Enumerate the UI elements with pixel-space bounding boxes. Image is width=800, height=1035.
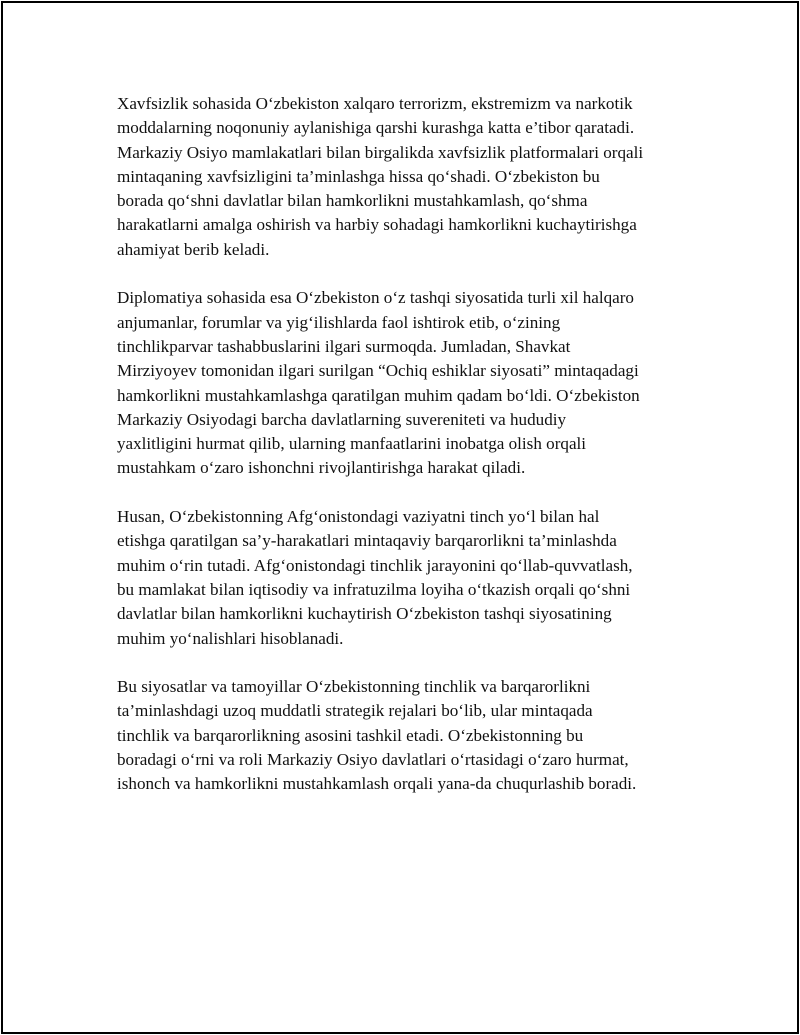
document-body xyxy=(117,92,702,821)
paragraph-afghanistan: Husan, O‘zbekistonning Afg‘onistondagi vaziyatni tinch yo‘l bilan hal etishga qaratilgan sa’y-harakatlari mintaqaviy barqarorlikni ta’minlashda muhim o‘rin tutadi. Afg‘onistondagi tinchlik jarayonini qo‘llab-quvvatlash, bu mamlakat bilan iqtisodiy va infratuzilma loyiha o‘tkazish orqali qo‘shni davlatlar bilan hamkorlikni kuchaytirish O‘zbekiston tashqi siyosatining muhim yo‘nalishlari hisoblanadi. xyxy=(117,507,633,648)
paragraph-conclusion: Bu siyosatlar va tamoyillar O‘zbekistonning tinchlik va barqarorlikni ta’minlashdagi uzoq muddatli strategik rejalari bo‘lib, ular mintaqada tinchlik va barqarorlikning asosini tashkil etadi. O‘zbekistonning bu boradagi o‘rni va roli Markaziy Osiyo davlatlari o‘rtasidagi o‘zaro hurmat, ishonch va hamkorlikni mustahkamlash orqali yana-da chuqurlashib boradi. xyxy=(117,677,637,794)
paragraph-diplomacy: Diplomatiya sohasida esa O‘zbekiston o‘z tashqi siyosatida turli xil halqaro anjumanlar, forumlar va yig‘ilishlarda faol ishtirok etib, o‘zining tinchlikparvar tashabbuslarini ilgari surmoqda. Jumladan, Shavkat Mirziyoyev tomonidan ilgari surilgan “Ochiq eshiklar siyosati” mintaqadagi hamkorlikni mustahkamlashga qaratilgan muhim qadam bo‘ldi. O‘zbekiston Markaziy Osiyodagi barcha davlatlarning suvereniteti va hududiy yaxlitligini hurmat qilib, ularning manfaatlarini inobatga olish orqali mustahkam o‘zaro ishonchni rivojlantirishga harakat qiladi. xyxy=(117,288,640,478)
paragraph-security: Xavfsizlik sohasida O‘zbekiston xalqaro terrorizm, ekstremizm va narkotik moddalarning noqonuniy aylanishiga qarshi kurashga katta e’tibor qaratadi. Markaziy Osiyo mamlakatlari bilan birgalikda xavfsizlik platformalari orqali mintaqaning xavfsizligini ta’minlashga hissa qo‘shadi. O‘zbekiston bu borada qo‘shni davlatlar bilan hamkorlikni mustahkamlash, qo‘shma harakatlarni amalga oshirish va harbiy sohadagi hamkorlikni kuchaytirishga ahamiyat berib keladi. xyxy=(117,94,644,259)
